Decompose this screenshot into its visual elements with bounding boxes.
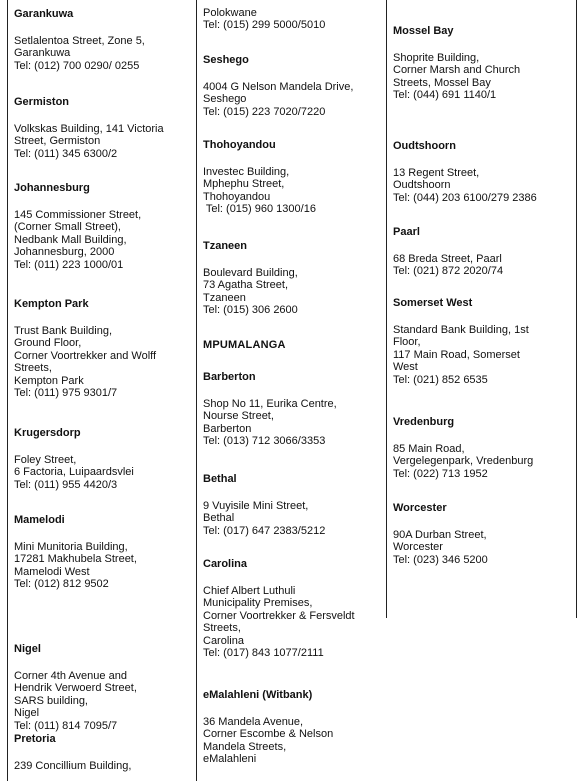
office-address — [393, 324, 575, 386]
address-line: 68 Breda Street, Paarl — [393, 253, 502, 265]
address-line: Mphephu Street, — [203, 178, 285, 191]
address-line: Chief Albert Luthuli — [203, 585, 296, 597]
column-divider — [196, 0, 197, 781]
office-entry-vredenburg — [393, 416, 575, 480]
office-address — [14, 670, 192, 732]
office-phone: Tel: (021) 872 2020/74 — [393, 265, 504, 278]
office-entry-pretoria — [14, 733, 192, 772]
address-line: Shoprite Building, — [393, 52, 480, 64]
office-name: Vredenburg — [393, 416, 455, 428]
office-name: Worcester — [393, 502, 447, 514]
office-phone: Tel: (012) 812 9502 — [14, 578, 109, 591]
address-line: Nigel — [14, 707, 40, 720]
office-address — [393, 443, 575, 480]
address-line: Garankuwa — [14, 47, 71, 60]
office-phone: Tel: (017) 843 1077/2111 — [203, 647, 324, 660]
office-name: Krugersdorp — [14, 427, 81, 439]
address-line: 73 Agatha Street, — [203, 279, 289, 292]
office-phone: Tel: (021) 852 6535 — [393, 373, 488, 386]
office-entry-seshego — [203, 54, 383, 118]
office-phone: Tel: (015) 299 5000/5010 — [203, 19, 326, 32]
office-entry-thohoyandou — [203, 139, 383, 216]
office-phone: Tel: (015) 960 1300/16 — [203, 203, 316, 216]
office-phone: Tel: (017) 647 2383/5212 — [203, 524, 326, 537]
office-phone: Tel: (011) 955 4420/3 — [14, 478, 118, 491]
address-line: Streets, — [203, 622, 241, 635]
office-name: Kempton Park — [14, 298, 89, 310]
column-divider — [386, 0, 387, 618]
office-entry-mamelodi — [14, 514, 192, 591]
office-name: Germiston — [14, 96, 70, 108]
office-entry-carolina — [203, 558, 383, 659]
office-address — [14, 541, 192, 591]
address-line: Streets, — [14, 362, 52, 375]
office-entry-germiston — [14, 96, 192, 160]
office-address — [393, 529, 575, 566]
office-name: Pretoria — [14, 733, 56, 745]
office-address — [14, 454, 192, 491]
office-phone: Tel: (013) 712 3066/3353 — [203, 435, 326, 448]
address-line: Municipality Premises, — [203, 597, 313, 610]
address-line: Ground Floor, — [14, 337, 82, 350]
office-entry-krugersdorp — [14, 427, 192, 491]
office-address — [393, 253, 575, 278]
region-title: MPUMALANGA — [203, 339, 286, 351]
address-line: Tzaneen — [203, 291, 246, 304]
office-address — [14, 123, 192, 160]
office-phone: Tel: (011) 975 9301/7 — [14, 387, 118, 400]
address-line: Corner 4th Avenue and — [14, 670, 127, 682]
office-entry-polokwane — [203, 7, 383, 32]
address-line: Worcester — [393, 541, 443, 554]
office-name: Carolina — [203, 558, 248, 570]
address-line: Hendrik Verwoerd Street, — [14, 682, 137, 695]
office-name: Mossel Bay — [393, 25, 454, 37]
address-line: Investec Building, — [203, 166, 290, 178]
office-column-1 — [14, 0, 192, 781]
office-entry-kempton-park — [14, 298, 192, 399]
address-line: 85 Main Road, — [393, 443, 465, 455]
address-line: 117 Main Road, Somerset — [393, 348, 520, 361]
address-line: Corner Voortrekker & Fersveldt — [203, 609, 355, 622]
office-name: Barberton — [203, 371, 256, 383]
address-line: 239 Concillium Building, — [14, 760, 132, 772]
address-line: SARS building, — [14, 694, 88, 707]
address-line: Thohoyandou — [203, 190, 271, 203]
office-address — [203, 585, 383, 659]
office-name: Oudtshoorn — [393, 140, 456, 152]
office-entry-mossel-bay — [393, 25, 575, 102]
office-phone: Tel: (044) 691 1140/1 — [393, 89, 497, 102]
office-name: eMalahleni (Witbank) — [203, 689, 313, 701]
office-address — [203, 267, 383, 317]
column-divider — [576, 0, 577, 618]
address-line: Volkskas Building, 141 Victoria — [14, 123, 164, 135]
address-line: Oudtshoorn — [393, 179, 451, 192]
address-line: Corner Escombe & Nelson — [203, 728, 334, 741]
office-name: Thohoyandou — [203, 139, 276, 151]
office-entry-paarl — [393, 226, 575, 278]
address-line: Mamelodi West — [14, 565, 90, 578]
office-entry-emalahleni-witbank — [203, 689, 383, 766]
office-address — [203, 166, 383, 216]
address-line: 17281 Makhubela Street, — [14, 553, 137, 566]
address-line: Carolina — [203, 634, 244, 647]
address-line: Streets, Mossel Bay — [393, 76, 491, 89]
office-address — [14, 325, 192, 399]
address-line: West — [393, 361, 418, 374]
office-name: Tzaneen — [203, 240, 248, 252]
office-entry-tzaneen — [203, 240, 383, 317]
address-line: Trust Bank Building, — [14, 325, 113, 337]
office-phone: Tel: (011) 345 6300/2 — [14, 147, 118, 160]
address-line: 90A Durban Street, — [393, 529, 487, 541]
address-line: Seshego — [203, 93, 247, 106]
office-entry-worcester — [393, 502, 575, 566]
office-name: Garankuwa — [14, 8, 74, 20]
office-name: Seshego — [203, 54, 249, 66]
office-name: Paarl — [393, 226, 420, 238]
address-line: Foley Street, — [14, 454, 77, 466]
address-line: 13 Regent Street, — [393, 167, 480, 179]
office-name: Somerset West — [393, 297, 473, 309]
office-entry-oudtshoorn — [393, 140, 575, 204]
office-column-2 — [203, 0, 383, 781]
office-address — [14, 35, 192, 72]
office-phone: Tel: (011) 814 7095/7 — [14, 719, 118, 732]
address-line: 6 Factoria, Luipaardsvlei — [14, 466, 134, 479]
office-phone: Tel: (011) 223 1000/01 — [14, 258, 124, 271]
office-address — [393, 52, 575, 102]
address-line: Bethal — [203, 512, 235, 525]
office-phone: Tel: (023) 346 5200 — [393, 553, 488, 566]
office-phone: Tel: (022) 713 1952 — [393, 467, 488, 480]
office-phone: Tel: (015) 306 2600 — [203, 304, 298, 317]
office-address — [14, 760, 192, 772]
address-line: Boulevard Building, — [203, 267, 298, 279]
office-address — [203, 398, 383, 448]
office-entry-bethal — [203, 473, 383, 537]
address-line: Corner Marsh and Church — [393, 64, 521, 77]
office-entry-garankuwa — [14, 8, 192, 72]
address-line: (Corner Small Street), — [14, 221, 121, 234]
office-entry-somerset-west — [393, 297, 575, 386]
office-name: Nigel — [14, 643, 41, 655]
office-address — [14, 209, 192, 271]
column-divider — [7, 0, 8, 781]
address-line: Corner Voortrekker and Wolff — [14, 349, 157, 362]
office-address — [203, 500, 383, 537]
address-line: 9 Vuyisile Mini Street, — [203, 500, 309, 512]
address-line: Polokwane — [203, 7, 257, 19]
office-phone: Tel: (012) 700 0290/ 0255 — [14, 59, 140, 72]
address-line: Nourse Street, — [203, 410, 274, 423]
region-heading — [203, 339, 383, 352]
address-line: Kempton Park — [14, 374, 84, 387]
address-line: Vergelegenpark, Vredenburg — [393, 455, 534, 468]
office-address — [203, 81, 383, 118]
address-line: Nedbank Mall Building, — [14, 233, 127, 246]
office-name: Bethal — [203, 473, 237, 485]
address-line: Standard Bank Building, 1st — [393, 324, 529, 336]
address-line: Barberton — [203, 422, 252, 435]
address-line: Street, Germiston — [14, 135, 101, 148]
address-line: Mandela Streets, — [203, 740, 287, 753]
address-line: 4004 G Nelson Mandela Drive, — [203, 81, 354, 93]
address-line: Johannesburg, 2000 — [14, 246, 115, 259]
address-line: Setlalentoa Street, Zone 5, — [14, 35, 145, 47]
office-entry-johannesburg — [14, 182, 192, 271]
office-column-3 — [393, 0, 575, 618]
office-name: Johannesburg — [14, 182, 90, 194]
address-line: Floor, — [393, 336, 421, 349]
office-phone: Tel: (044) 203 6100/279 2386 — [393, 191, 537, 204]
address-line: eMalahleni — [203, 753, 257, 766]
office-address — [203, 716, 383, 766]
address-line: 36 Mandela Avenue, — [203, 716, 304, 728]
office-entry-barberton — [203, 371, 383, 448]
office-name: Mamelodi — [14, 514, 65, 526]
office-entry-nigel — [14, 643, 192, 732]
address-line: 145 Commissioner Street, — [14, 209, 142, 221]
office-phone: Tel: (015) 223 7020/7220 — [203, 105, 326, 118]
address-line: Mini Munitoria Building, — [14, 541, 128, 553]
office-address — [393, 167, 575, 204]
address-line: Shop No 11, Eurika Centre, — [203, 398, 337, 410]
